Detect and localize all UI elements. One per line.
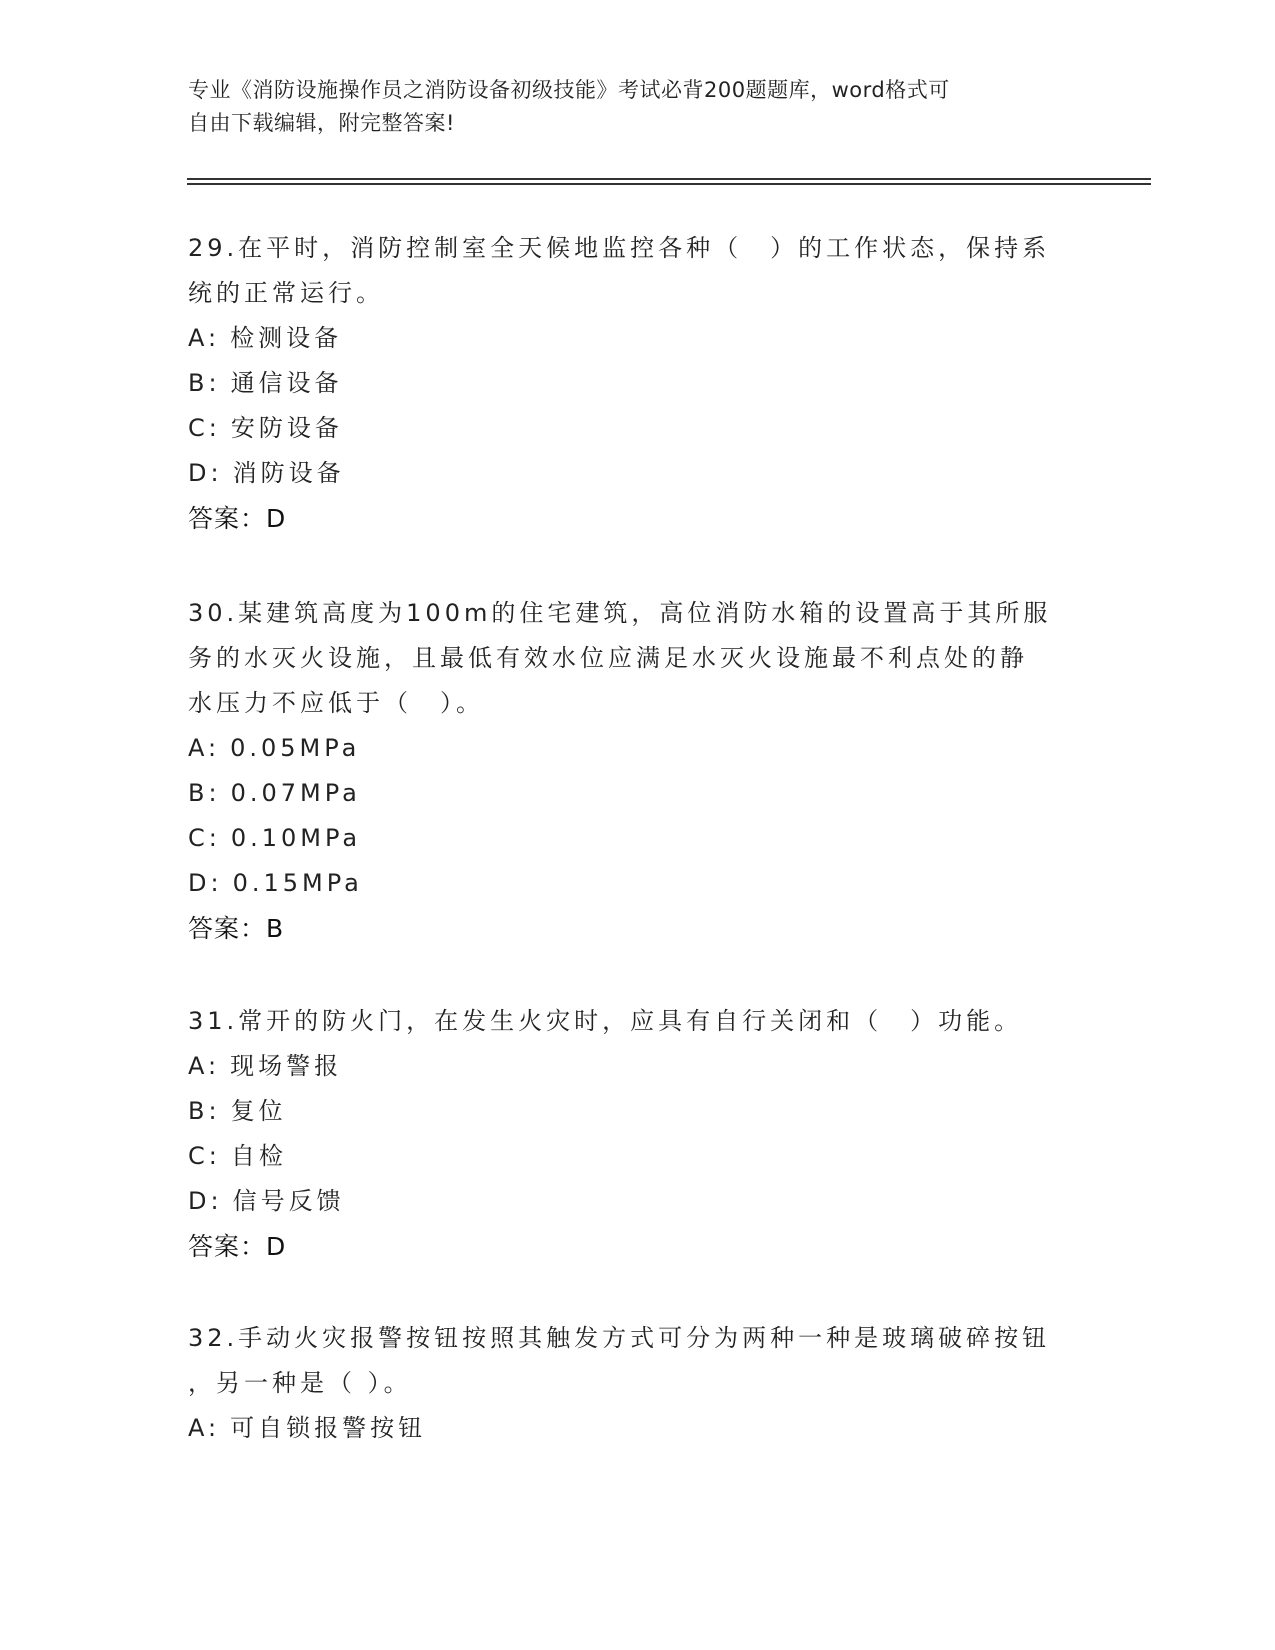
header-line-2: 自由下载编辑，附完整答案! — [188, 111, 455, 135]
option-text: 0.05MPa — [230, 734, 361, 762]
option-letter: C: — [188, 1142, 221, 1170]
question-32 — [188, 1316, 1088, 1451]
option-text: 0.15MPa — [232, 869, 363, 897]
option-letter: B: — [188, 369, 221, 397]
option-text: 安防设备 — [230, 414, 343, 442]
stem-line: 31.常开的防火门，在发生火灾时，应具有自行关闭和（ ）功能。 — [188, 1007, 1023, 1035]
header-divider-bottom — [187, 183, 1151, 185]
question-stem — [188, 591, 1088, 726]
option-text: 信号反馈 — [232, 1187, 345, 1215]
question-stem — [188, 226, 1088, 316]
option-text: 通信设备 — [230, 369, 343, 397]
option-c — [188, 406, 1088, 451]
option-d — [188, 1179, 1088, 1224]
document-header — [188, 74, 1088, 140]
question-31 — [188, 999, 1088, 1269]
option-b — [188, 1089, 1088, 1134]
question-stem — [188, 1316, 1088, 1406]
question-29 — [188, 226, 1088, 541]
option-b — [188, 771, 1088, 816]
stem-line: ，另一种是（ ）。 — [188, 1369, 412, 1397]
option-letter: B: — [188, 1097, 221, 1125]
option-letter: A: — [188, 1052, 221, 1080]
option-text: 复位 — [230, 1097, 287, 1125]
answer-line: 答案：D — [188, 504, 287, 533]
option-letter: C: — [188, 824, 221, 852]
option-a — [188, 726, 1088, 771]
option-text: 自检 — [230, 1142, 287, 1170]
option-letter: D: — [188, 459, 223, 487]
option-a — [188, 1406, 1088, 1451]
option-letter: D: — [188, 869, 223, 897]
option-b — [188, 361, 1088, 406]
stem-line: 务的水灭火设施，且最低有效水位应满足水灭火设施最不利点处的静 — [188, 644, 1028, 672]
stem-line: 32.手动火灾报警按钮按照其触发方式可分为两种一种是玻璃破碎按钮 — [188, 1324, 1051, 1352]
stem-line: 水压力不应低于（ ）。 — [188, 689, 484, 717]
option-letter: C: — [188, 414, 221, 442]
option-text: 0.10MPa — [230, 824, 362, 852]
option-d — [188, 861, 1088, 906]
option-a — [188, 1044, 1088, 1089]
header-divider-top — [187, 178, 1151, 180]
option-letter: A: — [188, 734, 221, 762]
option-text: 可自锁报警按钮 — [230, 1414, 427, 1442]
option-c — [188, 1134, 1088, 1179]
option-text: 0.07MPa — [230, 779, 361, 807]
stem-line: 统的正常运行。 — [188, 279, 384, 307]
option-letter: B: — [188, 779, 221, 807]
option-text: 现场警报 — [230, 1052, 343, 1080]
option-letter: A: — [188, 324, 221, 352]
option-c — [188, 816, 1088, 861]
option-letter: D: — [188, 1187, 223, 1215]
option-text: 检测设备 — [230, 324, 343, 352]
stem-line: 30.某建筑高度为100m的住宅建筑，高位消防水箱的设置高于其所服 — [188, 599, 1052, 627]
answer-line: 答案：D — [188, 1232, 287, 1261]
question-stem — [188, 999, 1088, 1044]
option-a — [188, 316, 1088, 361]
question-30 — [188, 591, 1088, 951]
option-d — [188, 451, 1088, 496]
header-line-1: 专业《消防设施操作员之消防设备初级技能》考试必背200题题库，word格式可 — [188, 78, 950, 102]
stem-line: 29.在平时，消防控制室全天候地监控各种（ ）的工作状态，保持系 — [188, 234, 1051, 262]
option-letter: A: — [188, 1414, 221, 1442]
option-text: 消防设备 — [232, 459, 345, 487]
answer-line: 答案：B — [188, 914, 285, 943]
